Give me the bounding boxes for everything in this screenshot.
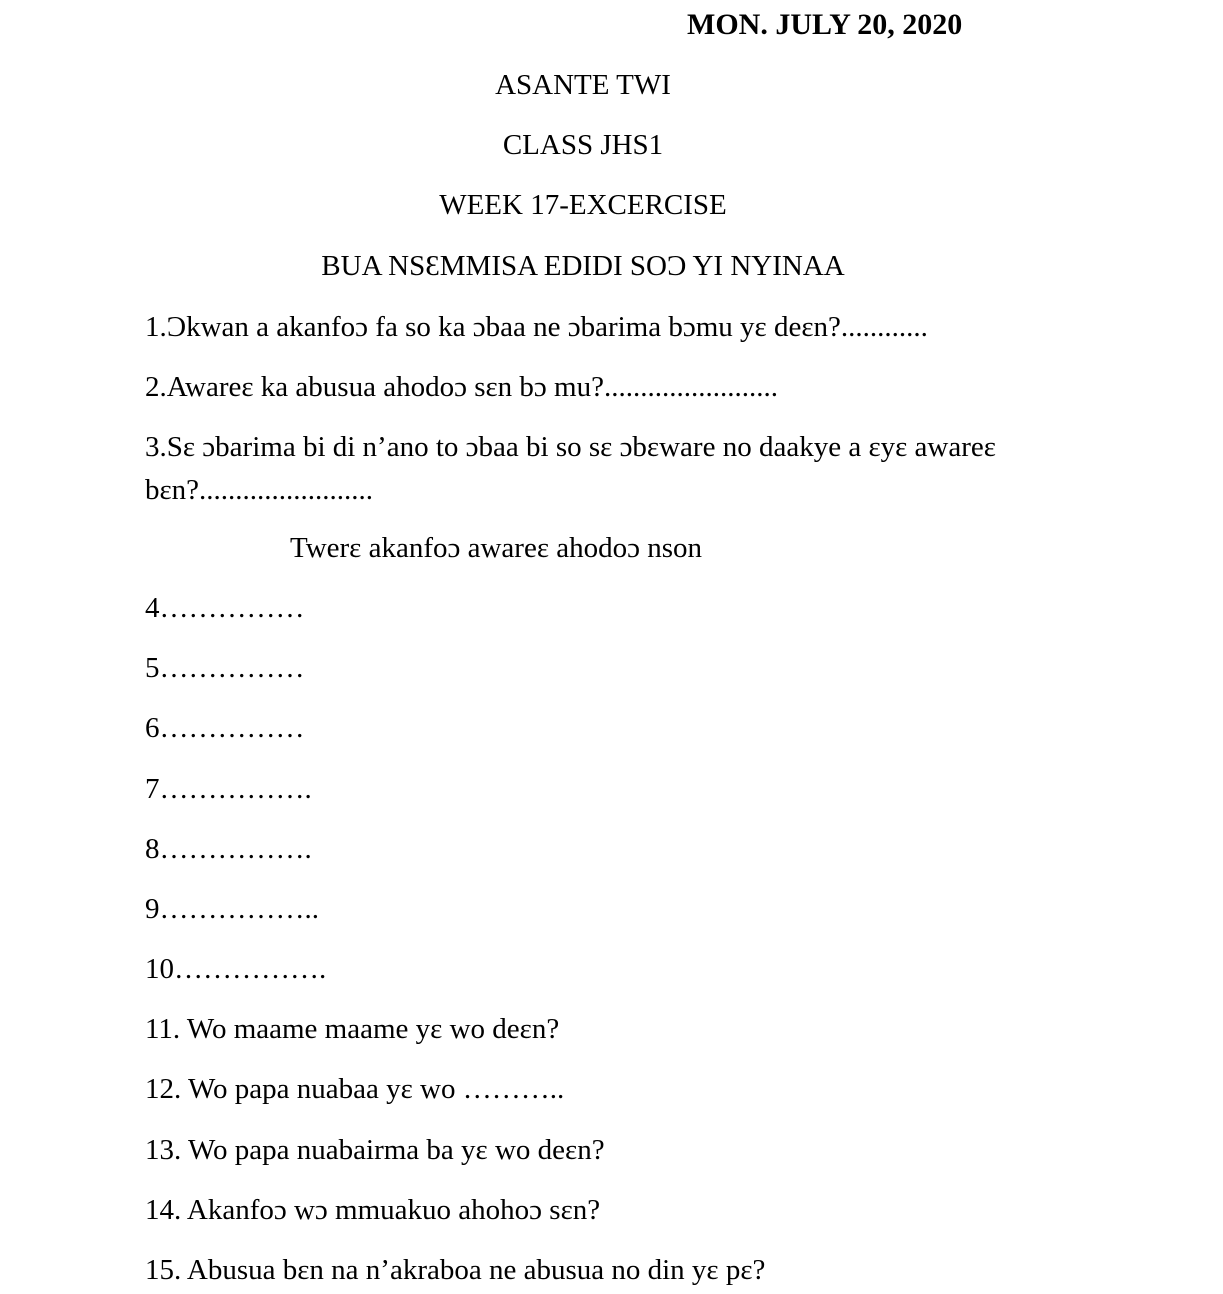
question-1: 1.Ɔkwan a akanfoɔ fa so ka ɔbaa ne ɔbarima bɔmu yɛ deɛn?............: [145, 311, 928, 343]
question-6: 6……………: [145, 712, 305, 744]
sub-instruction: Twerɛ akanfoɔ awareɛ ahodoɔ nson: [290, 532, 703, 564]
date-heading: MON. JULY 20, 2020: [687, 8, 963, 41]
subject-heading: ASANTE TWI: [495, 69, 671, 101]
question-2: 2.Awareɛ ka abusua ahodoɔ sɛn bɔ mu?........................: [145, 371, 778, 403]
question-15: 15. Abusua bɛn na n’akraboa ne abusua no din yɛ pɛ?: [145, 1254, 766, 1286]
question-9: 9……………..: [145, 893, 319, 925]
question-11: 11. Wo maame maame yɛ wo deɛn?: [145, 1013, 560, 1045]
class-heading: CLASS JHS1: [502, 129, 664, 161]
question-3: 3.Sɛ ɔbarima bi di n’ano to ɔbaa bi so sɛ ɔbɛware no daakye a ɛyɛ awareɛ bɛn?........................: [145, 431, 996, 506]
question-5: 5……………: [145, 652, 305, 684]
question-10: 10…………….: [145, 953, 327, 985]
instruction-heading: BUA NSƐMMISA EDIDI SOƆ YI NYINAA: [321, 250, 845, 282]
question-14: 14. Akanfoɔ wɔ mmuakuo ahohoɔ sɛn?: [145, 1194, 601, 1226]
question-7: 7…………….: [145, 773, 312, 805]
question-4: 4……………: [145, 592, 305, 624]
question-12: 12. Wo papa nuabaa yɛ wo ………..: [145, 1073, 565, 1105]
question-8: 8…………….: [145, 833, 312, 865]
week-heading: WEEK 17-EXCERCISE: [439, 189, 727, 221]
question-13: 13. Wo papa nuabairma ba yɛ wo deɛn?: [145, 1134, 605, 1166]
